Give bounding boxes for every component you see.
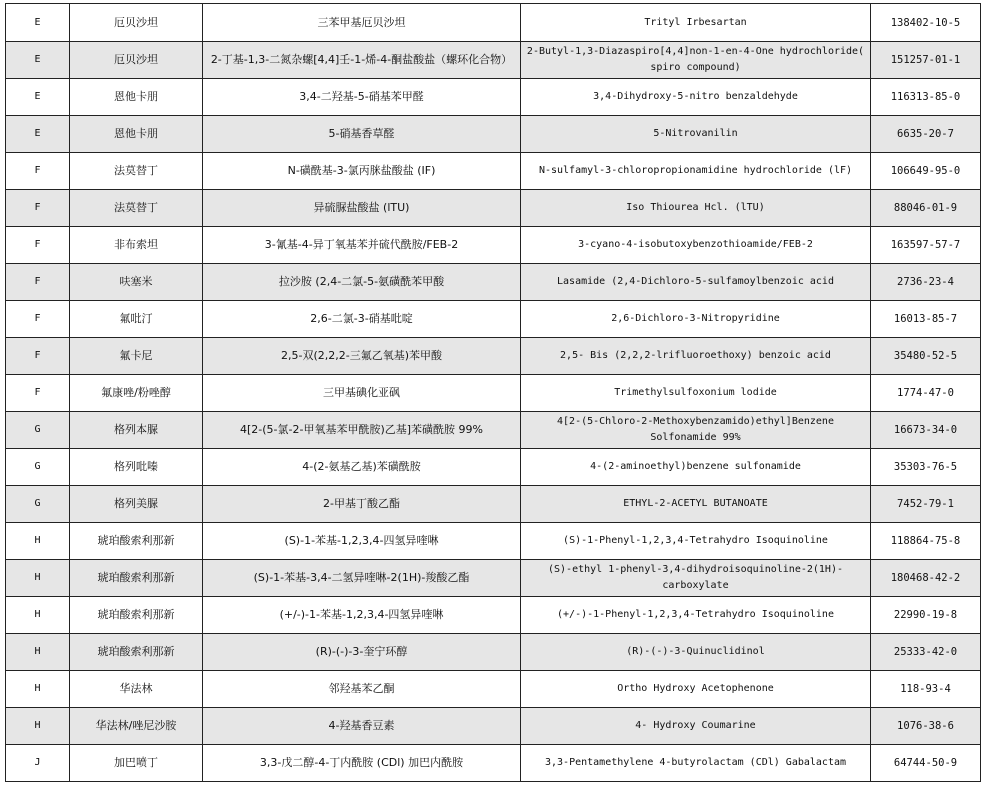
index-letter-cell: F: [6, 301, 70, 338]
english-chemical-name-cell: 2-Butyl-1,3-Diazaspiro[4,4]non-1-en-4-One hydrochloride( spiro compound): [521, 42, 871, 79]
cas-number-cell: 25333-42-0: [871, 634, 981, 671]
drug-name-cell: 琥珀酸索利那新: [70, 523, 203, 560]
drug-name-cell: 琥珀酸索利那新: [70, 634, 203, 671]
english-chemical-name-cell: Lasamide (2,4-Dichloro-5-sulfamoylbenzoic acid: [521, 264, 871, 301]
cas-number-cell: 35303-76-5: [871, 449, 981, 486]
table-row: [6, 116, 981, 153]
index-letter-cell: E: [6, 42, 70, 79]
drug-name-cell: 厄贝沙坦: [70, 42, 203, 79]
chinese-chemical-name-cell: 4[2-(5-氯-2-甲氧基苯甲酰胺)乙基]苯磺酰胺 99%: [203, 412, 521, 449]
cas-number-cell: 118-93-4: [871, 671, 981, 708]
table-row: [6, 745, 981, 782]
english-chemical-name-cell: 4-(2-aminoethyl)benzene sulfonamide: [521, 449, 871, 486]
table-row: [6, 486, 981, 523]
chinese-chemical-name-cell: 4-(2-氨基乙基)苯磺酰胺: [203, 449, 521, 486]
drug-name-cell: 厄贝沙坦: [70, 4, 203, 42]
english-chemical-name-cell: (+/-)-1-Phenyl-1,2,3,4-Tetrahydro Isoquinoline: [521, 597, 871, 634]
drug-name-cell: 恩他卡朋: [70, 116, 203, 153]
table-row: [6, 264, 981, 301]
english-chemical-name-cell: Trimethylsulfoxonium lodide: [521, 375, 871, 412]
drug-name-cell: 加巴喷丁: [70, 745, 203, 782]
index-letter-cell: G: [6, 486, 70, 523]
english-chemical-name-cell: N-sulfamyl-3-chloropropionamidine hydrochloride (lF): [521, 153, 871, 190]
chinese-chemical-name-cell: 三苯甲基厄贝沙坦: [203, 4, 521, 42]
cas-number-cell: 7452-79-1: [871, 486, 981, 523]
index-letter-cell: H: [6, 560, 70, 597]
cas-number-cell: 116313-85-0: [871, 79, 981, 116]
drug-name-cell: 氟卡尼: [70, 338, 203, 375]
drug-name-cell: 琥珀酸索利那新: [70, 597, 203, 634]
index-letter-cell: E: [6, 79, 70, 116]
table-row: [6, 671, 981, 708]
english-chemical-name-cell: 3,4-Dihydroxy-5-nitro benzaldehyde: [521, 79, 871, 116]
english-chemical-name-cell: 4- Hydroxy Coumarine: [521, 708, 871, 745]
english-chemical-name-cell: 4[2-(5-Chloro-2-Methoxybenzamido)ethyl]Benzene Solfonamide 99%: [521, 412, 871, 449]
index-letter-cell: H: [6, 523, 70, 560]
chinese-chemical-name-cell: 异硫脲盐酸盐 (lTU): [203, 190, 521, 227]
cas-number-cell: 180468-42-2: [871, 560, 981, 597]
chemical-intermediates-table: [5, 3, 981, 782]
english-chemical-name-cell: Trityl Irbesartan: [521, 4, 871, 42]
cas-number-cell: 2736-23-4: [871, 264, 981, 301]
cas-number-cell: 118864-75-8: [871, 523, 981, 560]
table-row: [6, 338, 981, 375]
table-row: [6, 190, 981, 227]
index-letter-cell: F: [6, 338, 70, 375]
english-chemical-name-cell: (R)-(-)-3-Quinuclidinol: [521, 634, 871, 671]
table-row: [6, 597, 981, 634]
table-row: [6, 153, 981, 190]
english-chemical-name-cell: 2,5- Bis (2,2,2-lrifluoroethoxy) benzoic acid: [521, 338, 871, 375]
cas-number-cell: 106649-95-0: [871, 153, 981, 190]
drug-name-cell: 恩他卡朋: [70, 79, 203, 116]
table-row: [6, 301, 981, 338]
english-chemical-name-cell: 3-cyano-4-isobutoxybenzothioamide/FEB-2: [521, 227, 871, 264]
table-row: [6, 227, 981, 264]
index-letter-cell: F: [6, 375, 70, 412]
index-letter-cell: J: [6, 745, 70, 782]
table-row: [6, 523, 981, 560]
table-row: [6, 449, 981, 486]
index-letter-cell: F: [6, 190, 70, 227]
table-row: [6, 4, 981, 42]
english-chemical-name-cell: 2,6-Dichloro-3-Nitropyridine: [521, 301, 871, 338]
chinese-chemical-name-cell: 2,6-二氯-3-硝基吡啶: [203, 301, 521, 338]
chinese-chemical-name-cell: 拉沙胺 (2,4-二氯-5-氨磺酰苯甲酸: [203, 264, 521, 301]
index-letter-cell: G: [6, 412, 70, 449]
drug-name-cell: 格列本脲: [70, 412, 203, 449]
index-letter-cell: F: [6, 153, 70, 190]
english-chemical-name-cell: Iso Thiourea Hcl. (lTU): [521, 190, 871, 227]
english-chemical-name-cell: 5-Nitrovanilin: [521, 116, 871, 153]
index-letter-cell: H: [6, 597, 70, 634]
drug-name-cell: 华法林: [70, 671, 203, 708]
chinese-chemical-name-cell: 邻羟基苯乙酮: [203, 671, 521, 708]
chinese-chemical-name-cell: (S)-1-苯基-3,4-二氢异喹啉-2(1H)-羧酸乙酯: [203, 560, 521, 597]
drug-name-cell: 氟吡汀: [70, 301, 203, 338]
index-letter-cell: H: [6, 634, 70, 671]
drug-name-cell: 格列美脲: [70, 486, 203, 523]
chinese-chemical-name-cell: 2-丁基-1,3-二氮杂螺[4,4]壬-1-烯-4-酮盐酸盐（螺环化合物）: [203, 42, 521, 79]
cas-number-cell: 64744-50-9: [871, 745, 981, 782]
drug-name-cell: 华法林/唑尼沙胺: [70, 708, 203, 745]
table-row: [6, 560, 981, 597]
index-letter-cell: H: [6, 671, 70, 708]
table-row: [6, 42, 981, 79]
drug-name-cell: 氟康唑/粉唑醇: [70, 375, 203, 412]
chinese-chemical-name-cell: (R)-(-)-3-奎宁环醇: [203, 634, 521, 671]
chinese-chemical-name-cell: 3-氰基-4-异丁氧基苯并硫代酰胺/FEB-2: [203, 227, 521, 264]
english-chemical-name-cell: (S)-1-Phenyl-1,2,3,4-Tetrahydro Isoquinoline: [521, 523, 871, 560]
cas-number-cell: 6635-20-7: [871, 116, 981, 153]
cas-number-cell: 16673-34-0: [871, 412, 981, 449]
table-row: [6, 412, 981, 449]
cas-number-cell: 1076-38-6: [871, 708, 981, 745]
chinese-chemical-name-cell: N-磺酰基-3-氯丙脒盐酸盐 (IF): [203, 153, 521, 190]
table-row: [6, 708, 981, 745]
index-letter-cell: H: [6, 708, 70, 745]
english-chemical-name-cell: (S)-ethyl 1-phenyl-3,4-dihydroisoquinoline-2(1H)-carboxylate: [521, 560, 871, 597]
drug-name-cell: 非布索坦: [70, 227, 203, 264]
cas-number-cell: 151257-01-1: [871, 42, 981, 79]
cas-number-cell: 22990-19-8: [871, 597, 981, 634]
english-chemical-name-cell: ETHYL-2-ACETYL BUTANOATE: [521, 486, 871, 523]
table-row: [6, 79, 981, 116]
drug-name-cell: 呋塞米: [70, 264, 203, 301]
drug-name-cell: 法莫替丁: [70, 190, 203, 227]
chinese-chemical-name-cell: (S)-1-苯基-1,2,3,4-四氢异喹啉: [203, 523, 521, 560]
chinese-chemical-name-cell: 三甲基碘化亚砜: [203, 375, 521, 412]
chinese-chemical-name-cell: (+/-)-1-苯基-1,2,3,4-四氢异喹啉: [203, 597, 521, 634]
table-body: [6, 4, 981, 782]
drug-name-cell: 琥珀酸索利那新: [70, 560, 203, 597]
index-letter-cell: F: [6, 227, 70, 264]
table-row: [6, 634, 981, 671]
chinese-chemical-name-cell: 3,4-二羟基-5-硝基苯甲醛: [203, 79, 521, 116]
english-chemical-name-cell: 3,3-Pentamethylene 4-butyrolactam (CDl) Gabalactam: [521, 745, 871, 782]
chinese-chemical-name-cell: 5-硝基香草醛: [203, 116, 521, 153]
index-letter-cell: E: [6, 4, 70, 42]
cas-number-cell: 16013-85-7: [871, 301, 981, 338]
table-row: [6, 375, 981, 412]
index-letter-cell: G: [6, 449, 70, 486]
cas-number-cell: 163597-57-7: [871, 227, 981, 264]
cas-number-cell: 1774-47-0: [871, 375, 981, 412]
index-letter-cell: F: [6, 264, 70, 301]
cas-number-cell: 138402-10-5: [871, 4, 981, 42]
chinese-chemical-name-cell: 2-甲基丁酸乙酯: [203, 486, 521, 523]
index-letter-cell: E: [6, 116, 70, 153]
chinese-chemical-name-cell: 2,5-双(2,2,2-三氟乙氧基)苯甲酸: [203, 338, 521, 375]
chinese-chemical-name-cell: 4-羟基香豆素: [203, 708, 521, 745]
english-chemical-name-cell: Ortho Hydroxy Acetophenone: [521, 671, 871, 708]
cas-number-cell: 35480-52-5: [871, 338, 981, 375]
chinese-chemical-name-cell: 3,3-戊二醇-4-丁内酰胺 (CDl) 加巴内酰胺: [203, 745, 521, 782]
cas-number-cell: 88046-01-9: [871, 190, 981, 227]
drug-name-cell: 格列吡嗪: [70, 449, 203, 486]
drug-name-cell: 法莫替丁: [70, 153, 203, 190]
